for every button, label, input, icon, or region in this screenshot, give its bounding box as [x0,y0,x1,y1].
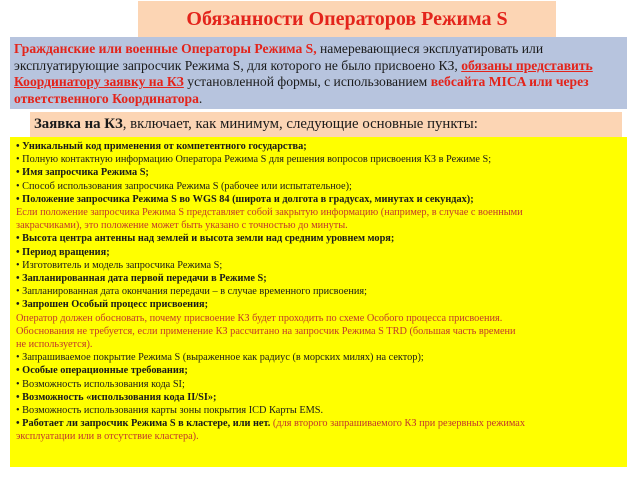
list-item [16,391,621,404]
intro-mica: вебсайта MICA или через ответственного Координатора [14,74,589,106]
list-item-text: эксплуатации или в отсутствие кластера). [16,431,199,443]
list-item [16,404,621,417]
list-item-text: • Имя запросчика Режима S; [16,167,149,179]
list-item-text: • Возможность использования кода SI; [16,378,185,390]
list-item-text: • Уникальный код применения от компетентного государства; [16,141,307,152]
list-item-text: Если положение запросчика Режима S представляет собой закрытую информацию (например, в случае с военными [16,207,523,219]
intro-text-2: установленной формы, с использованием [183,74,431,90]
list-item [16,325,621,338]
list-item [16,338,621,351]
list-item [16,180,621,193]
intro-panel [10,37,627,109]
list-item [16,166,621,179]
list-item-text: закрасчиками), это положение может быть указано с точностью до минуты. [16,220,348,232]
intro-operators: Гражданские или военные Операторы Режима S, [14,41,317,56]
list-item-text: Оператор должен обосновать, почему присвоение КЗ будет проходить по схеме Особого процесса присвоения. [16,312,503,324]
list-item-text: • Высота центра антенны над землей и высота земли над средним уровнем моря; [16,233,395,245]
list-item [16,417,621,430]
list-item [16,364,621,377]
list-item-text: • Возможность использования карты зоны покрытия ICD Карты EMS. [16,405,324,417]
application-heading-bold: Заявка на КЗ [34,116,123,132]
list-item [16,272,621,285]
list-item-text: • Запрашиваемое покрытие Режима S (выраженное как радиус (в морских милях) на сектор); [16,352,424,364]
list-item-text: Обоснования не требуется, если применение КЗ рассчитано на запросчик Режима S TRD (большая часть времени [16,325,516,337]
list-item [16,378,621,391]
application-heading [30,112,622,137]
application-heading-rest: , включает, как минимум, следующие основные пункты: [122,116,478,132]
intro-text-3: . [198,90,203,106]
requirements-list [10,137,627,467]
page-title: Обязанности Операторов Режима S [186,7,508,30]
list-item-text: • Полную контактную информацию Оператора Режима S для решения вопросов присвоения КЗ в Режиме S; [16,154,492,166]
list-item-note: (для второго запрашиваемого КЗ при резервных режимах [270,418,526,430]
list-item-text: • Способ использования запросчика Режима S (рабочее или испытательное); [16,180,352,192]
list-item-text: не используется). [16,339,93,351]
list-item [16,285,621,298]
list-item-text: • Особые операционные требования; [16,365,188,377]
list-item [16,219,621,232]
list-item [16,430,621,443]
list-item-text: • Период вращения; [16,246,110,258]
list-item-text: • Положение запросчика Режима S во WGS 84 (широта и долгота в градусах, минутах и секундах); [16,193,474,205]
list-item [16,232,621,245]
list-item [16,259,621,272]
list-item [16,206,621,219]
list-item [16,246,621,259]
list-item [16,298,621,311]
intro-obligation: обязаны представить Координатору заявку на КЗ [14,57,593,90]
list-item-text: • Изготовитель и модель запросчика Режима S; [16,259,223,271]
list-item [16,351,621,364]
title-banner [138,1,556,37]
list-item [16,140,621,153]
list-item-text: • Работает ли запросчик Режима S в кластере, или нет. [16,418,271,430]
list-item [16,153,621,166]
list-item-text: • Запланированная дата окончания передачи – в случае временного присвоения; [16,286,367,298]
list-item-text: • Запрошен Особый процесс присвоения; [16,299,209,311]
list-item [16,312,621,325]
list-item [16,193,621,206]
list-item-text: • Запланированная дата первой передачи в Режиме S; [16,273,267,285]
list-item-text: • Возможность «использования кода II/SI»; [16,391,217,403]
intro-text-1: намеревающиеся эксплуатировать или эксплуатирующие запросчик Режима S, для которого не было присвоено КЗ, [14,41,544,73]
